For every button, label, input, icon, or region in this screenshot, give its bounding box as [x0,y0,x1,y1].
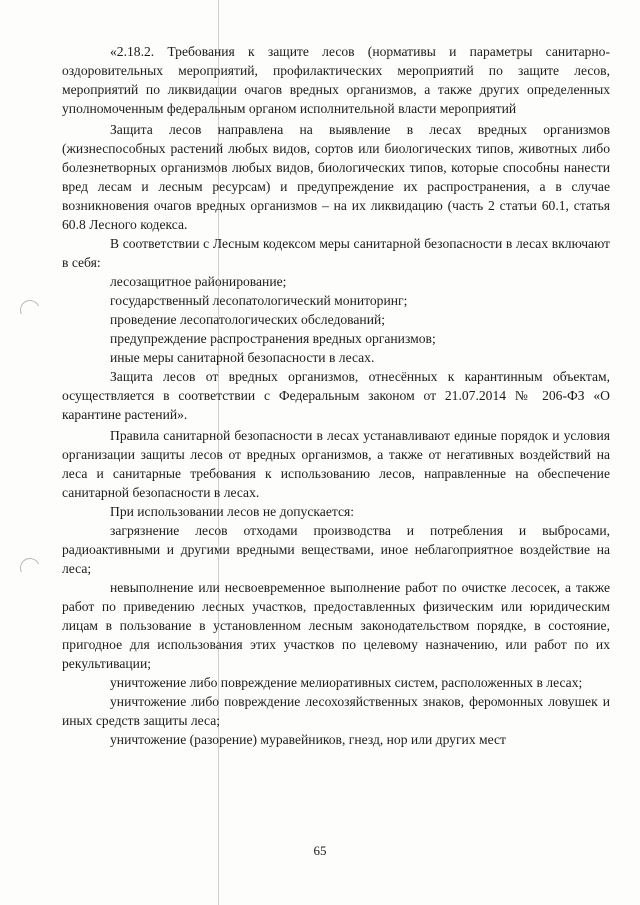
list-item-other-measures: иные меры санитарной безопасности в лесах. [110,350,375,365]
list-item-monitoring: государственный лесопатологический мониторинг; [110,293,408,308]
paragraph-sanitary-rules: Правила санитарной безопасности в лесах устанавливают единые порядок и условия организации защиты лесов от вредных организмов, а также от негативных воздействий на леса и санитарные требования к использованию лесов, направленные на обеспечение санитарной безопасности в лесах. [62,428,610,500]
list-item-pollution: загрязнение лесов отходами производства и потребления и выбросами, радиоактивными и другими вредными веществами, иное неблагоприятное воздействие на леса; [62,523,610,576]
document-body [62,42,610,749]
list-item-prevention: предупреждение распространения вредных организмов; [110,331,436,346]
list-item-surveys: проведение лесопатологических обследований; [110,312,386,327]
punch-hole-mark [17,297,43,323]
list-item-anthills-destruction: уничтожение (разорение) муравейников, гнезд, нор или других мест [110,732,506,747]
list-item-cleanup-failure: невыполнение или несвоевременное выполнение работ по очистке лесосек, а также работ по приведению лесных участков, предоставленных физическим или юридическим лицам в пользование в установленном лесным законодательством порядке, в состояние, пригодное для использования этих участков по целевому назначению, или работ по их рекультивации; [62,580,610,671]
list-item-signs-damage: уничтожение либо повреждение лесохозяйственных знаков, феромонных ловушек и иных средств защиты леса; [62,694,610,728]
paragraph-requirements-heading: «2.18.2. Требования к защите лесов (нормативы и параметры санитарно-оздоровительных мероприятий, профилактических мероприятий по защите лесов, мероприятий по ликвидации очагов вредных организмов, а также других определенных уполномоченным федеральным органом исполнительной власти мероприятий [62,44,610,116]
paragraph-forest-protection: Защита лесов направлена на выявление в лесах вредных организмов (жизнеспособных растений любых видов, сортов или биологических типов, животных либо болезнетворных организмов любых видов, биологических типов, которые способны нанести вред лесам и лесным ресурсам) и предупреждение их распространения, а в случае возникновения очагов вредных организмов – на их ликвидацию (часть 2 статьи 60.1, статья 60.8 Лесного кодекса. [62,122,610,232]
list-item-zoning: лесозащитное районирование; [110,274,287,289]
paragraph-not-allowed-intro: При использовании лесов не допускается: [110,504,355,519]
paragraph-quarantine: Защита лесов от вредных организмов, отнесённых к карантинным объектам, осуществляется в соответствии с Федеральным законом от 21.07.2014 № 206-ФЗ «О карантине растений». [62,369,610,422]
punch-hole-mark [17,555,43,581]
page-number: 65 [313,843,327,858]
paragraph-sanitary-measures-intro: В соответствии с Лесным кодексом меры санитарной безопасности в лесах включают в себя: [62,236,610,270]
list-item-melioration-damage: уничтожение либо повреждение мелиоративных систем, расположенных в лесах; [110,675,583,690]
